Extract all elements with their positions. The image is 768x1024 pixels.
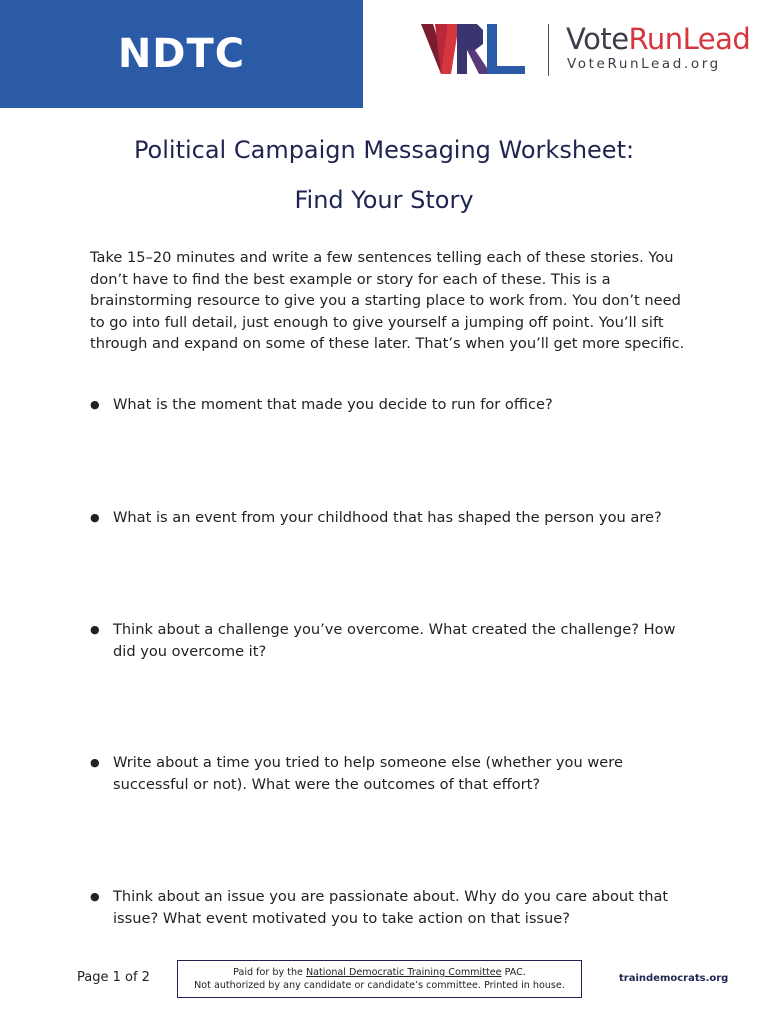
question-item (90, 886, 690, 930)
question-text: What is the moment that made you decide to run for office? (113, 396, 553, 413)
paid-org: National Democratic Training Committee (305, 967, 502, 978)
question-text: Write about a time you tried to help someone else (whether you were successful or not). What were the outcomes of that effort? (113, 754, 623, 793)
logo-divider (548, 24, 549, 76)
paid-for-line (178, 966, 581, 979)
voterunlead-url: VoteRunLead.org (567, 56, 721, 72)
bullet-icon: ● (90, 756, 100, 769)
footer-website: traindemocrats.org (619, 973, 729, 984)
question-item (90, 619, 690, 663)
intro-paragraph: Take 15–20 minutes and write a few sentences telling each of these stories. You don’t have to find the best example or story for each of these. This is a brainstorming resource to give you a starting place to work from. You don’t need to go into full detail, just enough to give yourself a jumping off point. You’ll sift through and expand on some of these later. That’s when you’ll get more specific. (90, 249, 685, 352)
page-title-line1: Political Campaign Messaging Worksheet: (133, 136, 635, 164)
question-item (90, 752, 690, 796)
page-title-line2: Find Your Story (294, 186, 474, 214)
page-number: Page 1 of 2 (77, 970, 150, 985)
question-text: Think about a challenge you’ve overcome. What created the challenge? How did you overcome it? (113, 621, 676, 660)
ndtc-header-band (0, 0, 363, 108)
vrl-logo-mark-icon (421, 22, 529, 76)
paid-for-disclaimer (177, 960, 582, 998)
question-item (90, 394, 690, 416)
wordmark-runlead: RunLead (628, 22, 751, 56)
paid-prefix: Paid for by the (233, 967, 306, 978)
question-text: What is an event from your childhood that has shaped the person you are? (113, 509, 662, 526)
wordmark-vote: Vote (566, 22, 629, 56)
authorization-line: Not authorized by any candidate or candidate’s committee. Printed in house. (194, 980, 565, 991)
bullet-icon: ● (90, 890, 100, 903)
bullet-icon: ● (90, 398, 100, 411)
question-item (90, 507, 690, 529)
voterunlead-wordmark (566, 22, 750, 56)
paid-suffix: PAC. (501, 967, 526, 978)
bullet-icon: ● (90, 511, 100, 524)
ndtc-logo: NDTC (117, 31, 246, 77)
voterunlead-logo (421, 22, 751, 82)
question-text: Think about an issue you are passionate about. Why do you care about that issue? What event motivated you to take action on that issue? (113, 888, 669, 927)
bullet-icon: ● (90, 623, 100, 636)
